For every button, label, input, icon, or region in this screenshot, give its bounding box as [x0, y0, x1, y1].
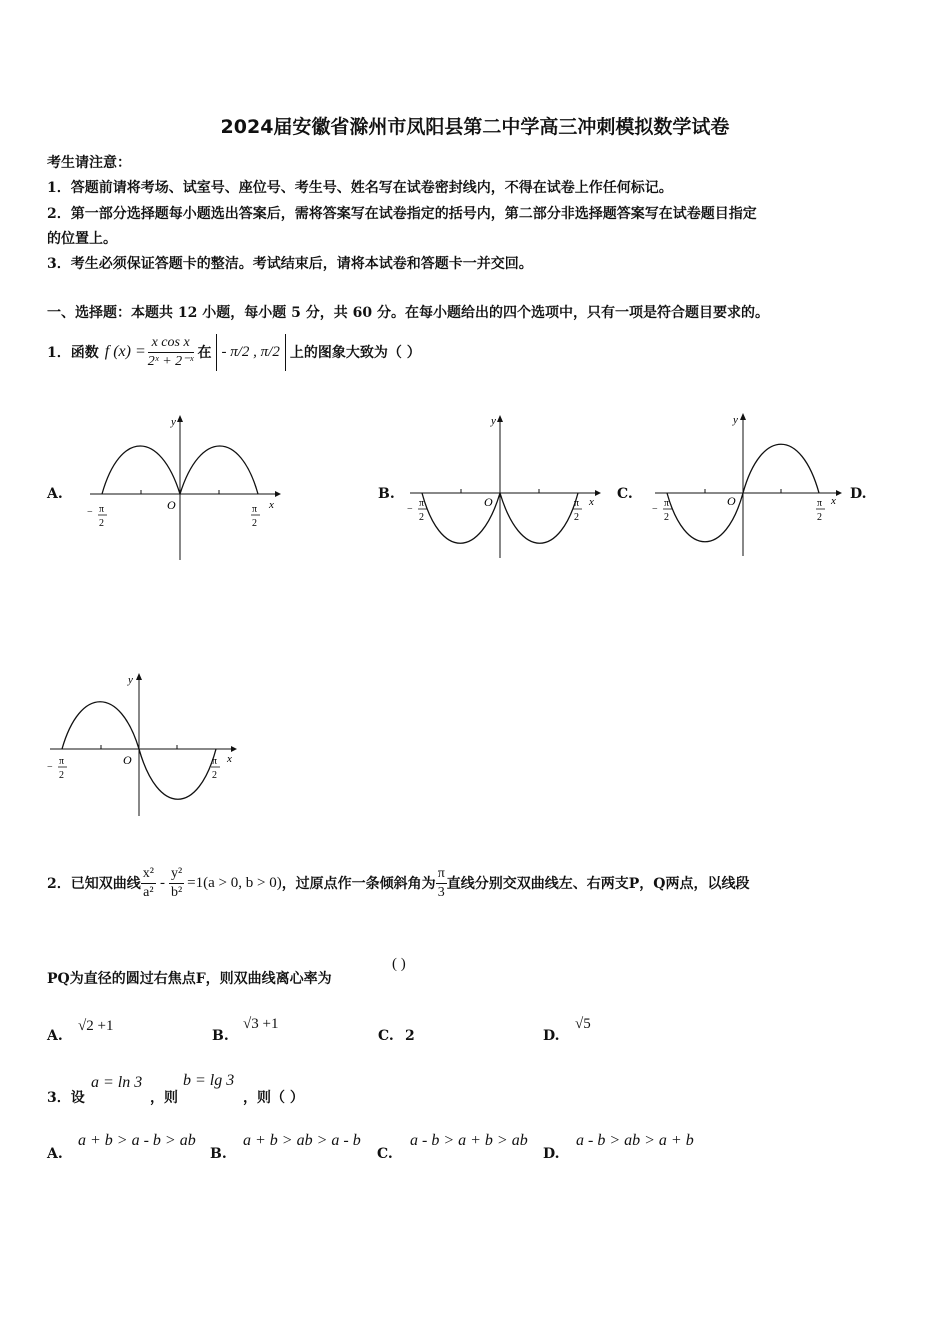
q1-graph-a: [85, 410, 285, 562]
q1-option-a-label: A.: [47, 486, 63, 502]
left-minus: −: [652, 504, 658, 515]
q2-angle-den: 3: [437, 884, 445, 900]
q3-option-b-value: a + b > ab > a - b: [243, 1132, 361, 1149]
q2-option-a-value: √2 +1: [78, 1018, 114, 1034]
left-two: 2: [59, 770, 64, 781]
q3-option-c-label: C.: [377, 1146, 393, 1162]
q2-option-b-label: B.: [212, 1028, 229, 1044]
q2-mid: ，过原点作一条倾斜角为: [281, 876, 436, 892]
notice-item: 的位置上。: [47, 231, 117, 247]
notice-item: 3．考生必须保证答题卡的整洁。考试结束后，请将本试卷和答题卡一并交回。: [47, 256, 533, 272]
left-two: 2: [419, 512, 424, 523]
origin-label: O: [167, 498, 176, 512]
x-label: x: [589, 496, 594, 508]
notice-item: 2．第一部分选择题每小题选出答案后，需将答案写在试卷指定的括号内，第二部分非选择题答案写在试卷题目指定: [47, 206, 757, 222]
origin-label: O: [484, 495, 493, 509]
q2-option-c-label: C.: [378, 1028, 394, 1044]
left-pi: π: [99, 504, 105, 515]
right-pi: π: [212, 756, 218, 767]
q2-x-den: a²: [143, 884, 154, 900]
right-two: 2: [252, 518, 257, 529]
q1-graph-c: [650, 408, 850, 560]
x-axis-arrow-icon: [275, 491, 281, 497]
q1-graph-d: [45, 668, 245, 820]
y-axis-arrow-icon: [497, 415, 503, 422]
q1-graph-b: [405, 410, 605, 562]
q3-mid: ，则: [150, 1090, 178, 1106]
q3-option-c-value: a - b > a + b > ab: [410, 1132, 528, 1149]
q1-func-den: 2ˣ + 2⁻ˣ: [147, 353, 194, 369]
y-label: y: [733, 414, 738, 426]
q2-angle-num: π: [436, 865, 447, 884]
right-two: 2: [212, 770, 217, 781]
q3-option-b-label: B.: [210, 1146, 227, 1162]
section-heading: 一、选择题：本题共 12 小题，每小题 5 分，共 60 分。在每小题给出的四个选项中，只有一项是符合题目要求的。: [47, 305, 769, 321]
right-two: 2: [817, 512, 822, 523]
y-label: y: [128, 674, 133, 686]
right-two: 2: [574, 512, 579, 523]
origin-label: O: [123, 753, 132, 767]
q2-option-a-label: A.: [47, 1028, 63, 1044]
q1-option-b-label: B.: [378, 486, 395, 502]
q2-prefix: 2．已知双曲线: [47, 876, 141, 892]
q1-mid: 在: [197, 345, 212, 361]
q2-option-b-value: √3 +1: [243, 1016, 279, 1032]
q1-option-c-label: C.: [617, 486, 633, 502]
left-pi: π: [664, 498, 670, 509]
q2-y-den: b²: [170, 884, 183, 900]
q2-answer-paren: ( ): [392, 956, 406, 972]
origin-label: O: [727, 494, 736, 508]
q2-y-fraction: [169, 865, 184, 902]
x-label: x: [269, 499, 274, 511]
q1-interval: - π/2 , π/2: [216, 334, 286, 371]
q3-prefix: 3．设: [47, 1090, 85, 1106]
notice-heading: 考生请注意：: [47, 155, 131, 171]
left-minus: −: [47, 762, 53, 773]
left-two: 2: [99, 518, 104, 529]
left-minus: −: [407, 504, 413, 515]
y-axis-arrow-icon: [740, 413, 746, 420]
q2-option-d-label: D.: [543, 1028, 560, 1044]
q2-line2: PQ为直径的圆过右焦点F，则双曲线离心率为: [47, 971, 332, 987]
left-pi: π: [419, 498, 425, 509]
q2-x-fraction: [141, 865, 156, 902]
q2-x-num: x²: [141, 865, 156, 884]
q3-option-d-value: a - b > ab > a + b: [576, 1132, 694, 1149]
q1-prefix: 1．函数: [47, 345, 99, 361]
question-2-stem: [47, 858, 750, 908]
q2-angle-fraction: [436, 865, 447, 902]
notice-item: 1．答题前请将考场、试室号、座位号、考生号、姓名写在试卷密封线内，不得在试卷上作任何标记。: [47, 180, 673, 196]
right-pi: π: [817, 498, 823, 509]
q3-option-a-label: A.: [47, 1146, 63, 1162]
q3-suffix: ，则（ ）: [243, 1090, 304, 1106]
y-label: y: [491, 415, 496, 427]
left-minus: −: [87, 507, 93, 518]
q2-option-d-value: √5: [575, 1016, 591, 1032]
q1-suffix: 上的图象大致为（ ）: [289, 345, 421, 361]
q3-b-def: b = lg 3: [183, 1072, 235, 1089]
x-label: x: [831, 495, 836, 507]
q2-y-num: y²: [169, 865, 184, 884]
q1-func-num: x cos x: [148, 334, 194, 353]
q3-option-a-value: a + b > a - b > ab: [78, 1132, 196, 1149]
x-axis-arrow-icon: [836, 490, 842, 496]
right-pi: π: [574, 498, 580, 509]
q2-suffix: 直线分别交双曲线左、右两支P，Q两点，以线段: [446, 876, 750, 892]
q2-option-c-value: 2: [405, 1028, 415, 1044]
x-axis-arrow-icon: [231, 746, 237, 752]
y-label: y: [171, 416, 176, 428]
y-axis-arrow-icon: [136, 673, 142, 680]
question-1-stem: [47, 330, 421, 374]
q1-func-lhs: f (x) =: [104, 343, 146, 360]
left-two: 2: [664, 512, 669, 523]
q2-eq-rest: =1(a > 0, b > 0): [187, 874, 282, 891]
q3-a-def: a = ln 3: [91, 1074, 143, 1091]
left-pi: π: [59, 756, 65, 767]
q2-minus: -: [159, 874, 165, 891]
q3-option-d-label: D.: [543, 1146, 560, 1162]
q1-option-d-label: D.: [850, 486, 867, 502]
right-pi: π: [252, 504, 258, 515]
x-axis-arrow-icon: [595, 490, 601, 496]
x-label: x: [227, 753, 232, 765]
q1-func-fraction: [148, 334, 194, 371]
y-axis-arrow-icon: [177, 415, 183, 422]
page-title: 2024届安徽省滁州市凤阳县第二中学高三冲刺模拟数学试卷: [220, 116, 730, 138]
